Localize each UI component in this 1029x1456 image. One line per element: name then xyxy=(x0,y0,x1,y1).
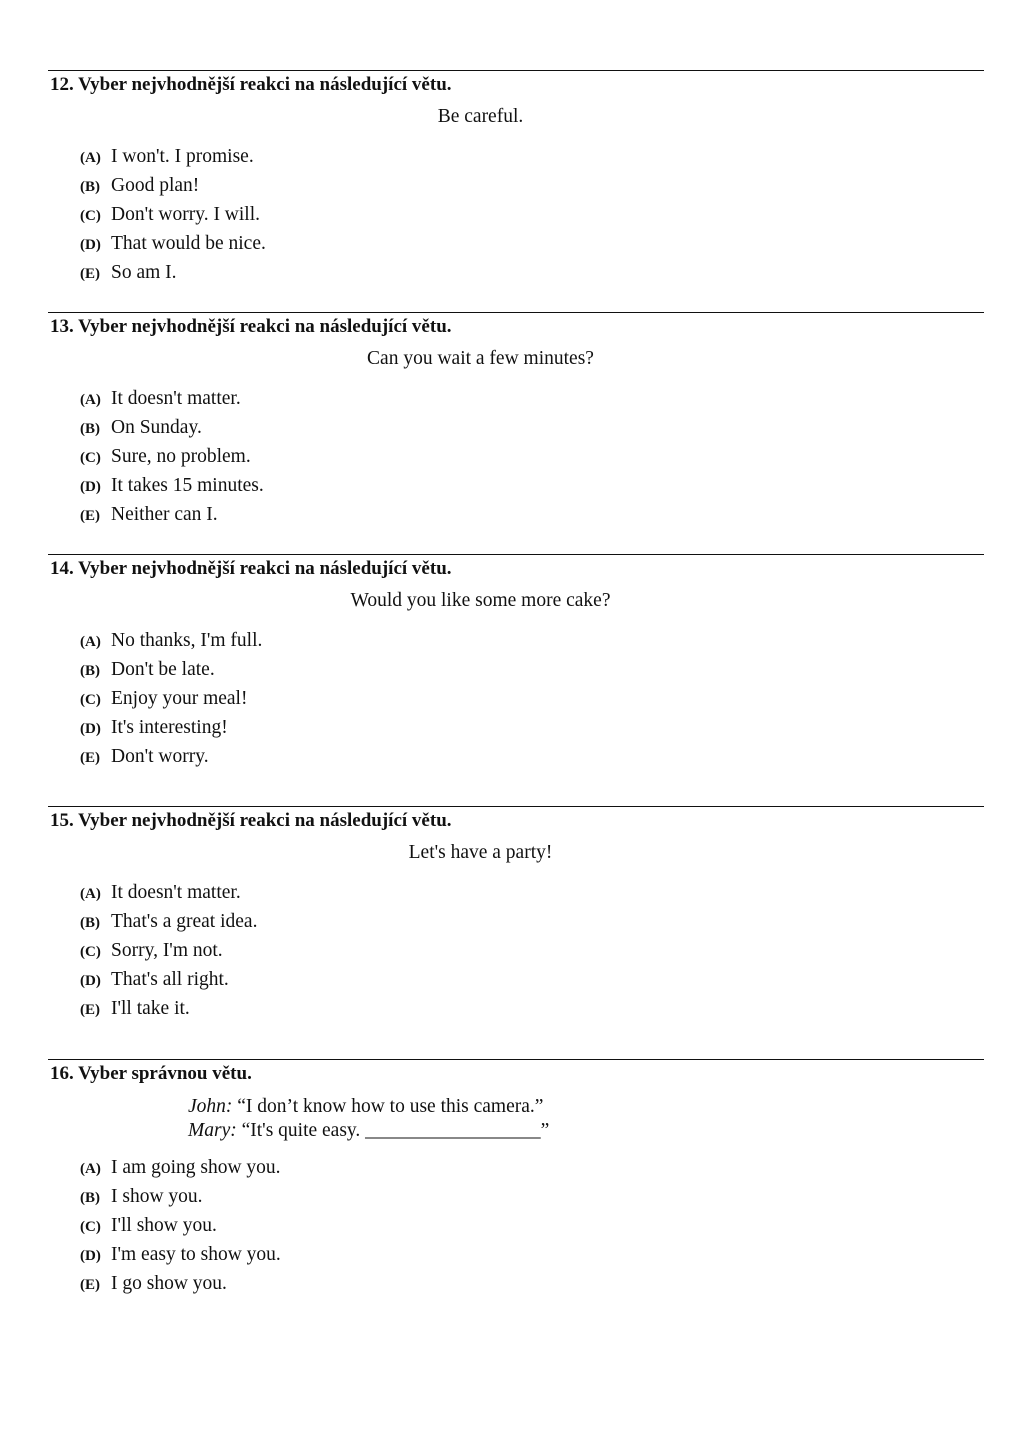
option-b[interactable] xyxy=(80,907,257,936)
options-list xyxy=(80,878,257,1023)
option-text: Don't worry. xyxy=(111,746,209,767)
option-letter: (D) xyxy=(80,973,101,989)
option-letter: (B) xyxy=(80,179,100,195)
option-letter: (C) xyxy=(80,692,101,708)
option-text: I'm easy to show you. xyxy=(111,1244,281,1265)
option-text: Don't worry. I will. xyxy=(111,204,261,225)
option-text: I'll show you. xyxy=(111,1215,217,1236)
option-a[interactable] xyxy=(80,626,262,655)
option-letter: (A) xyxy=(80,150,101,166)
option-letter: (B) xyxy=(80,421,100,437)
option-text: That's a great idea. xyxy=(111,911,258,932)
option-c[interactable] xyxy=(80,442,264,471)
option-text: Don't be late. xyxy=(111,659,215,680)
option-e[interactable] xyxy=(80,1269,281,1298)
option-d[interactable] xyxy=(80,229,266,258)
option-text: I go show you. xyxy=(111,1273,227,1294)
option-text: I am going show you. xyxy=(111,1157,281,1178)
option-a[interactable] xyxy=(80,142,266,171)
divider xyxy=(48,1059,984,1060)
option-c[interactable] xyxy=(80,1211,281,1240)
option-text: It's interesting! xyxy=(111,717,228,738)
dialogue xyxy=(188,1095,549,1143)
option-text: That's all right. xyxy=(111,969,229,990)
option-e[interactable] xyxy=(80,994,257,1023)
option-letter: (E) xyxy=(80,266,100,282)
option-d[interactable] xyxy=(80,713,262,742)
divider xyxy=(48,554,984,555)
dialogue-line-john xyxy=(188,1095,549,1119)
option-letter: (E) xyxy=(80,1002,100,1018)
options-list xyxy=(80,142,266,287)
divider xyxy=(48,312,984,313)
option-text: Neither can I. xyxy=(111,504,218,525)
speaker-name: Mary: xyxy=(188,1120,237,1141)
option-d[interactable] xyxy=(80,471,264,500)
option-text: It takes 15 minutes. xyxy=(111,475,264,496)
option-letter: (C) xyxy=(80,944,101,960)
option-text: I'll take it. xyxy=(111,998,190,1019)
option-letter: (D) xyxy=(80,721,101,737)
option-letter: (E) xyxy=(80,1277,100,1293)
option-d[interactable] xyxy=(80,1240,281,1269)
option-letter: (A) xyxy=(80,634,101,650)
option-e[interactable] xyxy=(80,742,262,771)
option-d[interactable] xyxy=(80,965,257,994)
option-letter: (E) xyxy=(80,750,100,766)
option-b[interactable] xyxy=(80,655,262,684)
option-text: So am I. xyxy=(111,262,177,283)
options-list xyxy=(80,384,264,529)
option-text: I show you. xyxy=(111,1186,203,1207)
options-list xyxy=(80,1153,281,1298)
option-letter: (C) xyxy=(80,1219,101,1235)
option-e[interactable] xyxy=(80,500,264,529)
question-prompt: Be careful. xyxy=(437,106,524,127)
dialogue-text: “I don’t know how to use this camera.” xyxy=(232,1096,544,1117)
option-text: Sorry, I'm not. xyxy=(111,940,223,961)
option-c[interactable] xyxy=(80,200,266,229)
option-a[interactable] xyxy=(80,878,257,907)
question-prompt: Can you wait a few minutes? xyxy=(367,348,594,369)
dialogue-text: “It's quite easy. __________________” xyxy=(236,1120,550,1141)
option-c[interactable] xyxy=(80,684,262,713)
speaker-name: John: xyxy=(188,1096,233,1117)
question-title: 14. Vyber nejvhodnější reakci na následující větu. xyxy=(50,558,452,579)
option-c[interactable] xyxy=(80,936,257,965)
option-a[interactable] xyxy=(80,384,264,413)
option-letter: (A) xyxy=(80,886,101,902)
option-letter: (B) xyxy=(80,1190,100,1206)
option-letter: (B) xyxy=(80,663,100,679)
option-text: That would be nice. xyxy=(111,233,266,254)
option-text: It doesn't matter. xyxy=(111,882,241,903)
option-letter: (E) xyxy=(80,508,100,524)
option-letter: (B) xyxy=(80,915,100,931)
option-b[interactable] xyxy=(80,413,264,442)
option-letter: (D) xyxy=(80,479,101,495)
question-title: 13. Vyber nejvhodnější reakci na následující větu. xyxy=(50,316,452,337)
question-title: 16. Vyber správnou větu. xyxy=(50,1063,252,1084)
option-letter: (D) xyxy=(80,1248,101,1264)
option-e[interactable] xyxy=(80,258,266,287)
option-a[interactable] xyxy=(80,1153,281,1182)
question-prompt: Let's have a party! xyxy=(408,842,553,863)
option-b[interactable] xyxy=(80,1182,281,1211)
options-list xyxy=(80,626,262,771)
dialogue-line-mary xyxy=(188,1119,549,1143)
option-text: Enjoy your meal! xyxy=(111,688,248,709)
question-prompt: Would you like some more cake? xyxy=(350,590,611,611)
option-text: I won't. I promise. xyxy=(111,146,254,167)
option-letter: (D) xyxy=(80,237,101,253)
option-b[interactable] xyxy=(80,171,266,200)
question-title: 12. Vyber nejvhodnější reakci na následující větu. xyxy=(50,74,452,95)
option-letter: (A) xyxy=(80,1161,101,1177)
option-text: On Sunday. xyxy=(111,417,202,438)
option-text: Good plan! xyxy=(111,175,200,196)
option-text: Sure, no problem. xyxy=(111,446,251,467)
option-letter: (C) xyxy=(80,208,101,224)
option-text: It doesn't matter. xyxy=(111,388,241,409)
option-letter: (A) xyxy=(80,392,101,408)
option-text: No thanks, I'm full. xyxy=(111,630,263,651)
option-letter: (C) xyxy=(80,450,101,466)
divider xyxy=(48,806,984,807)
divider xyxy=(48,70,984,71)
question-title: 15. Vyber nejvhodnější reakci na následující větu. xyxy=(50,810,452,831)
